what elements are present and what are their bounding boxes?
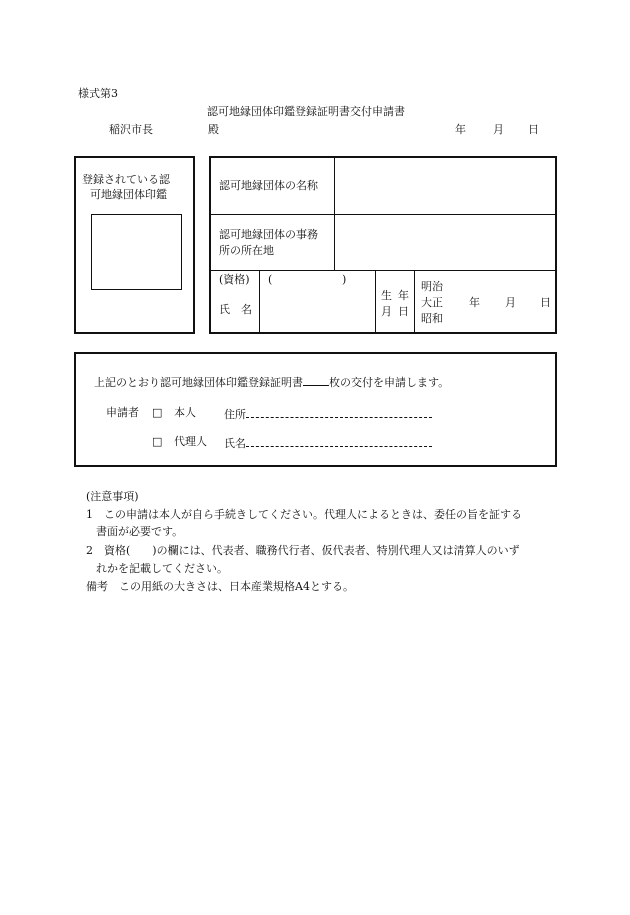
org-address-label-line1: 認可地縁団体の事務: [219, 228, 318, 241]
seal-box: [74, 156, 195, 334]
org-address-label-line2: 所の所在地: [219, 244, 274, 257]
birth-label-tsuki: 月: [381, 305, 392, 318]
org-name-field[interactable]: [336, 160, 554, 212]
birth-label-nen: 年: [398, 289, 409, 302]
capacity-label: (資格): [219, 273, 250, 286]
addressee: 稲沢市長: [109, 123, 153, 136]
birth-day-label: 日: [540, 296, 551, 309]
application-sentence-prefix: 上記のとおり認可地縁団体印鑑登録証明書: [94, 376, 303, 389]
note-1-line1: 1 この申請は本人が自ら手続きしてください。代理人によるときは、委任の旨を証する: [86, 508, 522, 521]
date-month-label: 月: [493, 123, 504, 136]
era-showa[interactable]: 昭和: [421, 312, 443, 325]
note-2-line1: 2 資格( )の欄には、代表者、職務代行者、仮代表者、特別代理人又は清算人のいず: [86, 544, 520, 557]
birth-label-hi: 日: [398, 305, 409, 318]
application-box: [74, 352, 557, 467]
form-number: 様式第3: [78, 87, 118, 100]
form-title: 認可地縁団体印鑑登録証明書交付申請書: [207, 105, 405, 118]
name-label: 氏 名: [219, 303, 252, 316]
application-sentence-suffix: 枚の交付を申請します。: [329, 376, 450, 389]
application-sentence: [94, 373, 449, 391]
notes-heading: (注意事項): [86, 490, 139, 503]
note-1-line2: 書面が必要です。: [96, 525, 184, 538]
capacity-paren-close: ): [342, 273, 347, 286]
representative-name-field[interactable]: [261, 292, 373, 330]
address-row: [224, 405, 432, 423]
seal-box-label-line1: 登録されている認: [82, 173, 170, 186]
note-2-line2: れかを記載してください。: [96, 562, 228, 575]
org-name-label: 認可地縁団体の名称: [219, 179, 318, 192]
capacity-field[interactable]: [275, 272, 339, 288]
seal-box-label-line2: 可地縁団体印鑑: [90, 188, 167, 201]
address-field[interactable]: [246, 405, 432, 418]
seal-impression-area[interactable]: [91, 214, 182, 290]
era-meiji[interactable]: 明治: [421, 280, 443, 293]
self-checkbox[interactable]: □: [152, 406, 163, 419]
address-label: 住所: [224, 408, 246, 421]
applicant-name-label: 氏名: [224, 437, 246, 450]
era-taisho[interactable]: 大正: [421, 296, 443, 309]
applicant-table: [209, 156, 557, 334]
agent-label: 代理人: [174, 435, 207, 448]
org-address-field[interactable]: [336, 216, 554, 268]
self-label: 本人: [174, 406, 196, 419]
applicant-name-field[interactable]: [246, 434, 432, 447]
remark: 備考 この用紙の大きさは、日本産業規格A4とする。: [86, 580, 354, 593]
copies-field[interactable]: [303, 373, 329, 386]
agent-checkbox[interactable]: □: [152, 435, 163, 448]
applicant-name-row: [224, 434, 432, 452]
birth-year-label: 年: [469, 296, 480, 309]
honorific: 殿: [208, 123, 219, 136]
birth-label-sei: 生: [381, 289, 392, 302]
date-day-label: 日: [528, 123, 539, 136]
applicant-label: 申請者: [106, 406, 139, 419]
capacity-paren-open: (: [268, 273, 273, 286]
birth-month-label: 月: [505, 296, 516, 309]
date-year-label: 年: [455, 123, 466, 136]
